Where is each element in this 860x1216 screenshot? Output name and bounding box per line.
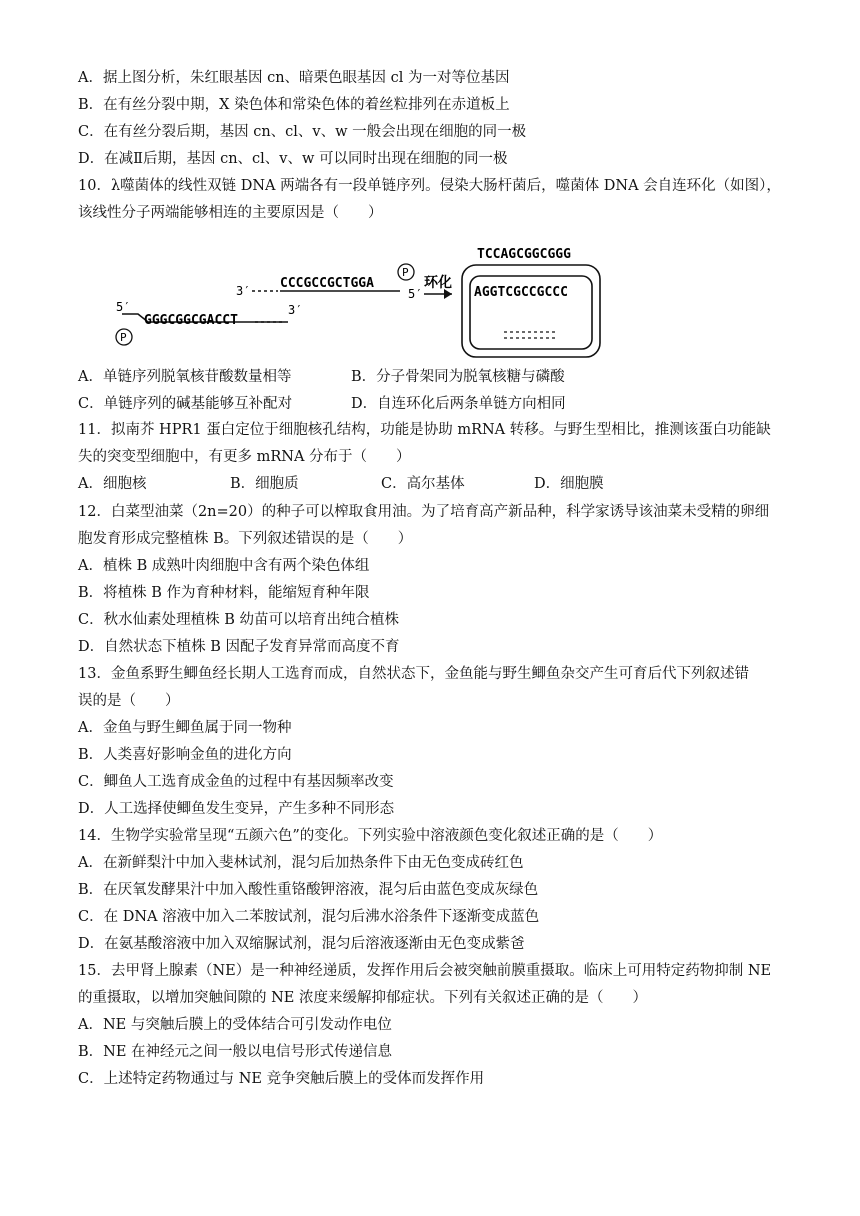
circle-inner-sequence: AGGTCGCCGCCC (474, 285, 568, 300)
q9-option-a: A．据上图分析，朱红眼基因 cn、暗栗色眼基因 cl 为一对等位基因 (78, 70, 510, 86)
circle-top-sequence: TCCAGCGGCGGG (477, 247, 571, 262)
label-3prime-top: 3′ (236, 284, 251, 298)
q12-option-c: C．秋水仙素处理植株 B 幼苗可以培育出纯合植株 (78, 612, 399, 628)
q13-option-b: B．人类喜好影响金鱼的进化方向 (78, 747, 292, 763)
q9-option-b: B．在有丝分裂中期，X 染色体和常染色体的着丝粒排列在赤道板上 (78, 97, 510, 113)
q13-stem-line1: 13．金鱼系野生鲫鱼经长期人工选育而成，自然状态下，金鱼能与野生鲫鱼杂交产生可育后代下列叙述错 (78, 666, 749, 682)
q10-option-a: A．单链序列脱氧核苷酸数量相等 (78, 369, 292, 385)
phosphate-label-right: P (402, 266, 409, 279)
q11-stem-line1: 11．拟南芥 HPR1 蛋白定位于细胞核孔结构，功能是协助 mRNA 转移。与野生型相比，推测该蛋白功能缺 (78, 422, 771, 438)
q12-stem-line1: 12．白菜型油菜（2n=20）的种子可以榨取食用油。为了培育高产新品种，科学家诱导该油菜未受精的卵细 (78, 504, 770, 520)
q15-option-a: A．NE 与突触后膜上的受体结合可引发动作电位 (78, 1017, 392, 1033)
q12-option-b: B．将植株 B 作为育种材料，能缩短育种年限 (78, 585, 370, 601)
phosphate-label-left: P (120, 331, 127, 344)
q15-option-c: C．上述特定药物通过与 NE 竞争突触后膜上的受体而发挥作用 (78, 1071, 485, 1087)
circle-bottom-dashes (504, 332, 556, 338)
q14-option-d: D．在氨基酸溶液中加入双缩脲试剂，混匀后溶液逐渐由无色变成紫爸 (78, 936, 525, 952)
q12-stem-line2: 胞发育形成完整植株 B。下列叙述错误的是（ ） (78, 531, 413, 547)
q10-stem-line1: 10．λ噬菌体的线性双链 DNA 两端各有一段单链序列。侵染大肠杆菌后，噬菌体 DNA 会自连环化（如图）， (78, 178, 781, 194)
q11-stem-line2: 失的突变型细胞中，有更多 mRNA 分布于（ ） (78, 449, 411, 465)
label-5prime-left: 5′ (116, 300, 131, 314)
bottom-strand-sequence: GGGCGGCGACCT (144, 313, 238, 328)
q11-option-c: C．高尔基体 (381, 476, 465, 492)
q14-option-b: B．在厌氧发酵果汁中加入酸性重铬酸钾溶液，混匀后由蓝色变成灰绿色 (78, 882, 539, 898)
q12-option-d: D．自然状态下植株 B 因配子发育异常而高度不育 (78, 639, 400, 655)
label-5prime-right: 5′ (408, 287, 423, 301)
top-strand-sequence: CCCGCCGCTGGA (280, 276, 374, 291)
q10-option-d: D．自连环化后两条单链方向相同 (351, 396, 566, 412)
q11-option-a: A．细胞核 (78, 476, 147, 492)
q13-stem-line2: 误的是（ ） (78, 693, 180, 709)
q11-option-d: D．细胞膜 (534, 476, 604, 492)
q13-option-a: A．金鱼与野生鲫鱼属于同一物种 (78, 720, 292, 736)
q14-option-a: A．在新鲜梨汁中加入斐林试剂，混匀后加热条件下由无色变成砖红色 (78, 855, 524, 871)
q12-option-a: A．植株 B 成熟叶肉细胞中含有两个染色体组 (78, 558, 370, 574)
q14-option-c: C．在 DNA 溶液中加入二苯胺试剂，混匀后沸水浴条件下逐渐变成蓝色 (78, 909, 540, 925)
circular-dna-outer (462, 265, 600, 357)
q13-option-c: C．鲫鱼人工选育成金鱼的过程中有基因频率改变 (78, 774, 394, 790)
q15-stem-line1: 15．去甲肾上腺素（NE）是一种神经递质，发挥作用后会被突触前膜重摄取。临床上可用特定药物抑制 NE (78, 963, 772, 979)
q10-stem-line2: 该线性分子两端能够相连的主要原因是（ ） (78, 205, 383, 221)
q10-option-b: B．分子骨架同为脱氧核糖与磷酸 (351, 369, 565, 385)
q9-option-c: C．在有丝分裂后期，基因 cn、cl、v、w 一般会出现在细胞的同一极 (78, 124, 527, 140)
label-3prime-bottom: 3′ (288, 303, 303, 317)
q9-option-d: D．在减Ⅱ后期，基因 cn、cl、v、w 可以同时出现在细胞的同一极 (78, 151, 508, 167)
q15-option-b: B．NE 在神经元之间一般以电信号形式传递信息 (78, 1044, 393, 1060)
dna-circularization-figure (100, 240, 620, 360)
q15-stem-line2: 的重摄取，以增加突触间隙的 NE 浓度来缓解抑郁症状。下列有关叙述正确的是（ ） (78, 990, 647, 1006)
q14-stem-line1: 14．生物学实验常呈现“五颜六色”的变化。下列实验中溶液颜色变化叙述正确的是（ ） (78, 828, 663, 844)
arrow-label: 环化 (424, 275, 452, 291)
q13-option-d: D．人工选择使鲫鱼发生变异，产生多种不同形态 (78, 801, 395, 817)
q10-option-c: C．单链序列的碱基能够互补配对 (78, 396, 293, 412)
q11-option-b: B．细胞质 (230, 476, 299, 492)
